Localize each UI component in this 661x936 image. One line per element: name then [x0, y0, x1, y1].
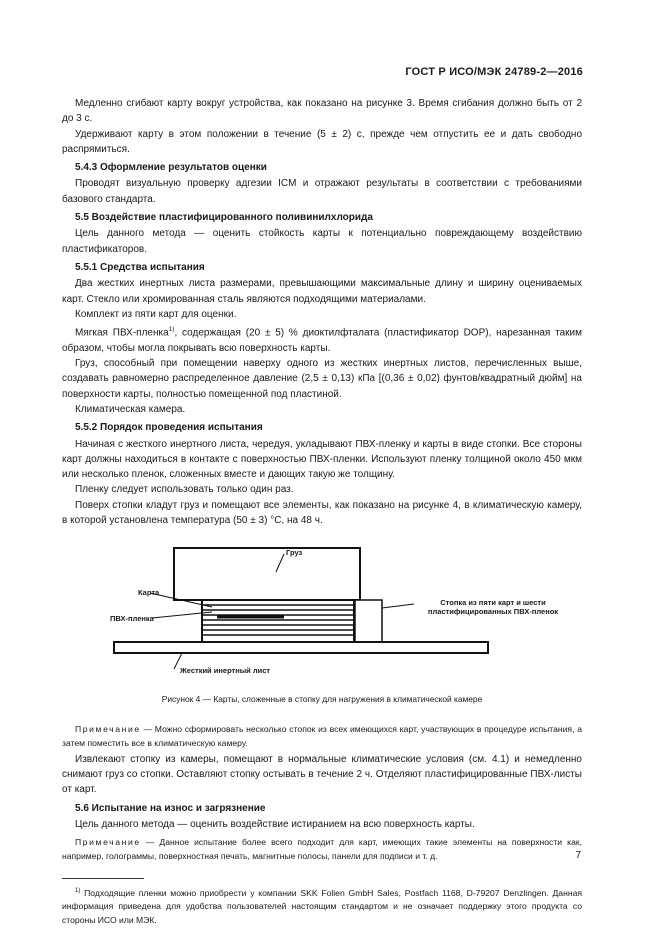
note-label: Примечание [75, 837, 141, 848]
section-heading-5-5-2: 5.5.2 Порядок проведения испытания [75, 422, 263, 434]
section-heading-5-5: 5.5 Воздействие пластифицированного поливинилхлорида [75, 212, 373, 224]
label-card: Карта [138, 588, 160, 598]
paragraph: Пленку следует использовать только один раз. [75, 484, 294, 496]
weight-block [174, 548, 360, 600]
paragraph: Удерживают карту в этом положении в течение (5 ± 2) с, прежде чем отпустить ее и дать свободно распрямиться. [62, 128, 582, 155]
paragraph: Цель данного метода — оценить воздействие истиранием на всю поверхность карты. [75, 818, 475, 830]
pvc-film-text-cont: , содержащая (20 ± 5) % диоктилфталата (пластификатор DOP), нарезанная таким образом, чтобы могла покрывать всю поверхность карты. [62, 327, 582, 354]
note-text: — Данное испытание более всего подходит для карт, имеющих такие элементы на поверхности как, например, голограммы, поверхностная печать, магнитные полосы, панели для подписи и т. д. [62, 837, 582, 862]
label-stack: Стопка из пяти карт и шести пластифицированных ПВХ-пленок [427, 598, 559, 617]
note-label: Примечание [75, 723, 141, 734]
card-stack [202, 600, 354, 642]
footnote-divider [62, 878, 144, 879]
paragraph: Проводят визуальную проверку адгезии ICM и отражают результаты в соответствии с требованиями базового стандарта. [62, 178, 582, 205]
note-text: — Можно сформировать несколько стопок из всех имеющихся карт, участвующих в процедуре испытания, а затем поместить все в климатическую камеру. [62, 723, 582, 748]
paragraph: Груз, способный при помещении наверху одного из жестких инертных листов, перечисленных выше, создавать равномерно распределенное давление (2,5 ± 0,13) кПа [(0,36 ± 0,02) фунтов/квадратный дюйм] на поверхности карты, полностью помещенной под пластиной. [62, 358, 582, 400]
page-number: 7 [575, 850, 581, 861]
paragraph: Извлекают стопку из камеры, помещают в нормальные климатические условия (см. 4.1) и немедленно снимают груз со стопки. Оставляют стопку остывать в течение 2 ч. Отделяют пластифицированные ПВХ-листы от карт. [62, 753, 582, 796]
label-pvc-film: ПВХ-пленка [110, 614, 154, 624]
inert-sheet [114, 642, 488, 653]
footnote [62, 885, 582, 927]
label-weight: Груз [286, 548, 303, 558]
document-header: ГОСТ Р ИСО/МЭК 24789-2—2016 [405, 66, 583, 78]
paragraph: Комплект из пяти карт для оценки. [75, 308, 237, 320]
section-heading-5-4-3: 5.4.3 Оформление результатов оценки [75, 162, 267, 174]
paragraph: Начиная с жесткого инертного листа, чередуя, укладывают ПВХ-пленку и карты в виде стопки. Все стороны карт должны находиться в контакте с поверхностью ПВХ-пленки. Используют пленку толщиной около 450 мкм или несколько пленок, сложенных вместе и дающих такую же толщину. [62, 438, 582, 481]
page-content [62, 96, 582, 927]
footnote-mark: 1) [75, 888, 81, 895]
paragraph [62, 322, 582, 356]
label-inert-sheet: Жесткий инертный лист [180, 666, 271, 676]
footnote-ref: 1) [168, 326, 175, 334]
paragraph: Медленно сгибают карту вокруг устройства, как показано на рисунке 3. Время сгибания должно быть от 2 до 3 с. [62, 98, 582, 125]
figure-caption: Рисунок 4 — Карты, сложенные в стопку для нагружения в климатической камере [161, 694, 483, 705]
note [62, 835, 582, 863]
note [62, 722, 582, 750]
paragraph: Поверх стопки кладут груз и помещают все элементы, как показано на рисунке 4, в климатическую камеру, в которой установлена температура (50 ± 3) °С, на 48 ч. [62, 499, 582, 527]
section-heading-5-5-1: 5.5.1 Средства испытания [75, 261, 205, 273]
paragraph: Цель данного метода — оценить стойкость карты к потенциально повреждающему воздействию пластификаторов. [62, 228, 582, 255]
paragraph: Климатическая камера. [75, 403, 186, 415]
section-heading-5-6: 5.6 Испытание на износ и загрязнение [75, 802, 266, 814]
figure-4 [62, 532, 582, 692]
footnote-text: Подходящие пленки можно приобрести у компании SKK Folien GmbH Sales, Postfach 1168, D-79207 Denzlingen. Данная информация приведена для удобства пользователей настоящим стандартом и не означает поддержку этого продукта со стороны ИСО или МЭК. [62, 887, 582, 925]
pvc-film-text: Мягкая ПВХ-пленка [75, 327, 169, 339]
stack-bracket [355, 600, 382, 642]
paragraph: Два жестких инертных листа размерами, превышающими максимальные длину и ширину оцениваемых карт. Стекло или хромированная сталь являются подходящими материалами. [62, 278, 582, 305]
